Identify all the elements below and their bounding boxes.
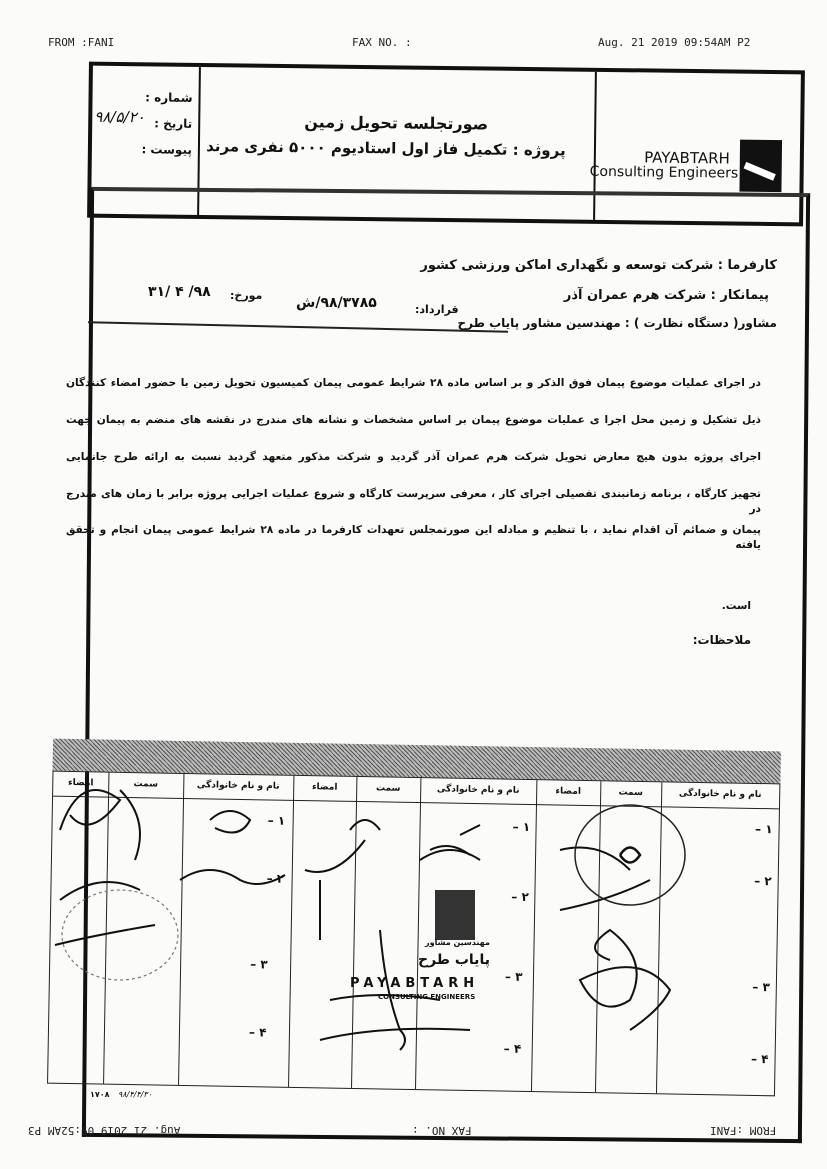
row-number-4: ۴ – (503, 1041, 522, 1056)
body-line-6: است. (721, 600, 751, 612)
header-signature-3: امضاء (67, 777, 94, 789)
signature-scribble (180, 811, 285, 884)
row-number-2: ۲ – (754, 873, 772, 889)
project-title: پروژه : تکمیل فاز اول استادیوم ۵۰۰۰ نفری مرند (206, 137, 566, 160)
fax-from: FROM :FANI (48, 36, 115, 49)
stamp-line-1: مهندسین مشاور (425, 938, 490, 947)
header-position-1: سمت (618, 787, 643, 798)
date-label: تاریخ : (154, 116, 193, 131)
remarks-label: ملاحظات: (692, 633, 751, 647)
attachment-label: پیوست : (141, 142, 192, 157)
row-number-2: ۲ – (266, 871, 285, 886)
document-title: صورتجلسه تحویل زمین (304, 112, 489, 134)
dated-label: مورخ: (230, 289, 263, 302)
row-number-3: ۳ – (250, 957, 268, 972)
row-number-4: ۴ – (750, 1051, 769, 1067)
row-number-4: ۴ – (248, 1025, 267, 1040)
dated-value: ۹۸/ ۴ /۳۱ (148, 284, 211, 300)
logo-subtitle: Consulting Engineers (589, 163, 739, 182)
row-number-1: ۱ – (512, 819, 531, 835)
body-line-4: تجهیز کارگاه ، برنامه زمانبندی تفصیلی اجرای کار ، معرفی سرپرست کارگاه و شروع عملیات اجرایی پروژه برابر با زمان های مندرج در (66, 488, 761, 515)
footer-code: ۱۷۰۸ (90, 1090, 110, 1099)
number-label: شماره : (145, 90, 193, 105)
stamp-line-2: پایاب طرح (418, 952, 490, 968)
header-position-2: سمت (375, 783, 401, 794)
employer: کارفرما : شرکت توسعه و نگهداری اماکن ورزشی کشور (420, 258, 777, 273)
footer-date: ۹۸/۴/۴/۳۰ (118, 1090, 152, 1099)
fax-number-inverted: FAX NO. : (412, 1124, 472, 1137)
row-number-3: ۳ – (752, 979, 770, 995)
contractor: پیمانکار : شرکت هرم عمران آذر (563, 288, 769, 303)
signature-scribble (420, 825, 480, 860)
stamp-line-3: PAYABTARH (350, 976, 480, 991)
contract-label: قرارداد: (415, 303, 459, 316)
row-number-2: ۲ – (511, 889, 530, 905)
header-name-2: نام و نام خانوادگی (436, 784, 520, 796)
header-position-3: سمت (133, 779, 159, 790)
body-line-2: ذیل تشکیل و زمین محل اجرا ی عملیات موضوع پیمان بر اساس مشخصات و نشانه های مندرج در نقشه های منضم به پیمان جهت (66, 414, 761, 426)
row-number-1: ۱ – (267, 813, 286, 828)
body-line-5: پیمان و ضمائم آن اقدام نماید ، با تنظیم و مبادله این صورتمجلس تعهدات کارفرما در ماده ۲۸ شرایط عمومی پیمان انجام و تحقق یافته (66, 524, 761, 551)
fax-from-inverted: FROM :FANI (710, 1124, 777, 1137)
body-line-3: اجرای پروژه بدون هیچ معارض تحویل شرکت هرم عمران آذر گردید و شرکت مذکور متعهد گردید نسبت به ارائه طرح جانمایی (66, 451, 761, 463)
signature-scribble (560, 848, 670, 1031)
header-name-1: نام و نام خانوادگی (678, 788, 762, 801)
stamp-line-4: CONSULTING ENGINEERS (378, 993, 476, 1001)
consultant: مشاور( دستگاه نظارت ) : مهندسین مشاور پایاب طرح (457, 316, 777, 330)
row-number-3: ۳ – (504, 969, 523, 984)
round-stamp (62, 890, 178, 980)
fax-datetime: Aug. 21 2019 09:54AM P2 (598, 36, 751, 49)
signature-scribble (305, 820, 380, 940)
header-name-3: نام و نام خانوادگی (196, 780, 280, 792)
row-number-1: ۱ – (754, 821, 773, 837)
stamp-logo-mark (435, 890, 475, 940)
contract-number: ۹۸/۳۷۸۵/ش (296, 295, 377, 311)
body-line-1: در اجرای عملیات موضوع پیمان فوق الذکر و بر اساس ماده ۲۸ شرایط عمومی پیمان کمیسیون تحویل زمین با حضور امضاء کنندگان (66, 377, 761, 389)
date-value: ۹۸/۵/۲۰ (94, 107, 145, 127)
signature-scribble (60, 790, 140, 860)
fax-number: FAX NO. : (352, 36, 412, 49)
emblem-icon (620, 848, 640, 863)
header-signature-1: امضاء (555, 786, 582, 797)
header-signature-2: امضاء (311, 782, 338, 793)
logo-name: PAYABTARH (644, 148, 730, 168)
fax-datetime-inverted: Aug. 21 2019 09:52AM P3 (28, 1124, 181, 1137)
